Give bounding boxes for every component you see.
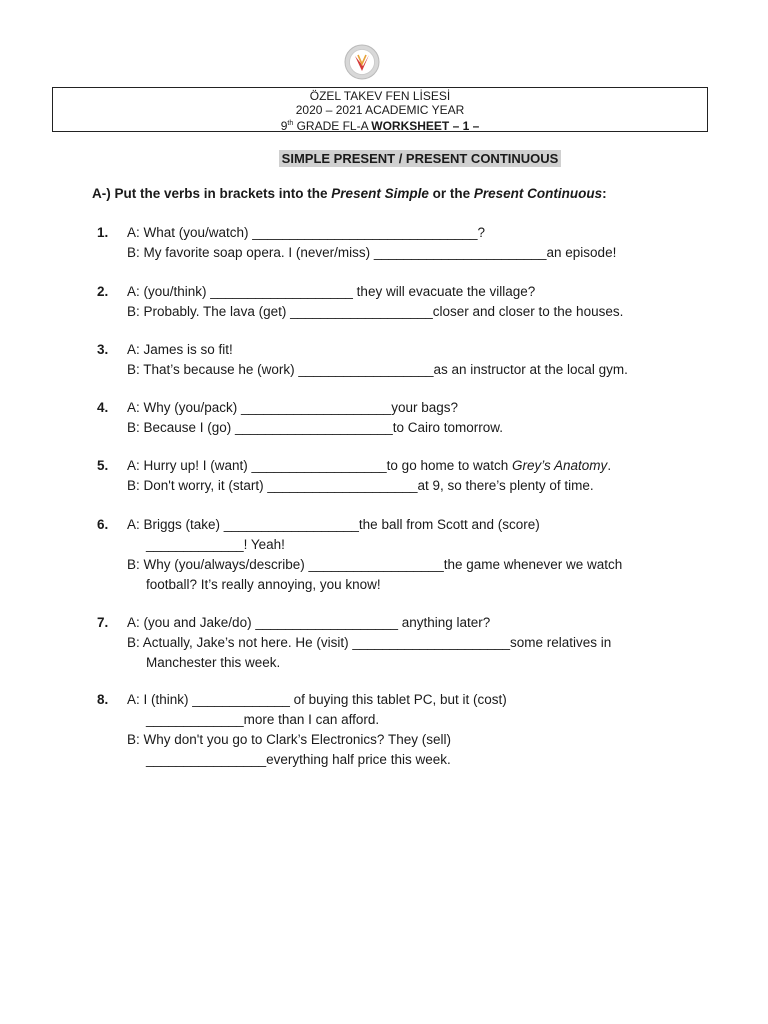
show-title: Grey’s Anatomy	[512, 458, 608, 473]
question-number: 5.	[97, 458, 109, 473]
instruction-simple: Present Simple	[331, 186, 429, 201]
question-number: 6.	[97, 517, 109, 532]
line-a-text: A: Hurry up! I (want) __________________to go home to watch	[127, 458, 513, 473]
instruction-suffix: :	[602, 186, 607, 201]
grade-number: 9	[280, 119, 288, 133]
instruction	[92, 186, 607, 201]
school-header-box	[52, 87, 708, 132]
line-a: A: What (you/watch) ______________________________?	[127, 225, 486, 240]
line-a: A: Briggs (take) __________________the ball from Scott and (score)	[127, 517, 540, 532]
line-b: B: Why don't you go to Clark’s Electronics? They (sell)	[127, 732, 451, 747]
instruction-middle: or the	[428, 186, 474, 201]
line-b-continued: Manchester this week.	[146, 655, 281, 670]
line-a: A: (you/think) ___________________ they will evacuate the village?	[127, 284, 536, 299]
line-a: A: (you and Jake/do) ___________________ anything later?	[127, 615, 491, 630]
line-a-continued: _____________! Yeah!	[146, 537, 285, 552]
line-b: B: My favorite soap opera. I (never/miss) _______________________an episode!	[127, 245, 617, 260]
line-a	[127, 456, 611, 476]
line-b: B: Why (you/always/describe) __________________the game whenever we watch	[127, 557, 623, 572]
academic-year: 2020 – 2021 ACADEMIC YEAR	[295, 103, 465, 117]
grade-line	[53, 117, 707, 133]
line-b: B: Because I (go) _____________________to Cairo tomorrow.	[127, 420, 504, 435]
line-b-continued: ________________everything half price this week.	[146, 752, 451, 767]
line-b: B: That’s because he (work) __________________as an instructor at the local gym.	[127, 362, 628, 377]
instruction-continuous: Present Continuous	[473, 186, 603, 201]
line-a: A: I (think) _____________ of buying this tablet PC, but it (cost)	[127, 692, 507, 707]
worksheet-title-row	[0, 150, 768, 168]
grade-class: GRADE FL-A	[293, 119, 372, 133]
question-number: 8.	[97, 692, 109, 707]
worksheet-label: WORKSHEET – 1 –	[371, 119, 480, 133]
line-b-continued: football? It’s really annoying, you know!	[146, 577, 381, 592]
line-b: B: Don't worry, it (start) ____________________at 9, so there’s plenty of time.	[127, 478, 594, 493]
worksheet-title: SIMPLE PRESENT / PRESENT CONTINUOUS	[279, 150, 562, 167]
school-logo	[344, 44, 380, 80]
line-b: B: Actually, Jake’s not here. He (visit) _____________________some relatives in	[127, 635, 612, 650]
question-number: 3.	[97, 342, 109, 357]
question-number: 7.	[97, 615, 109, 630]
question-number: 1.	[97, 225, 109, 240]
line-a: A: Why (you/pack) ____________________your bags?	[127, 400, 458, 415]
question-number: 2.	[97, 284, 109, 299]
line-b: B: Probably. The lava (get) ___________________closer and closer to the houses.	[127, 304, 624, 319]
line-a: A: James is so fit!	[127, 342, 233, 357]
grade-suffix: th	[287, 120, 294, 127]
line-a-end: .	[607, 458, 612, 473]
school-name: ÖZEL TAKEV FEN LİSESİ	[309, 89, 451, 103]
instruction-prefix: A-) Put the verbs in brackets into the	[92, 186, 332, 201]
line-a-continued: _____________more than I can afford.	[146, 712, 380, 727]
question-number: 4.	[97, 400, 109, 415]
